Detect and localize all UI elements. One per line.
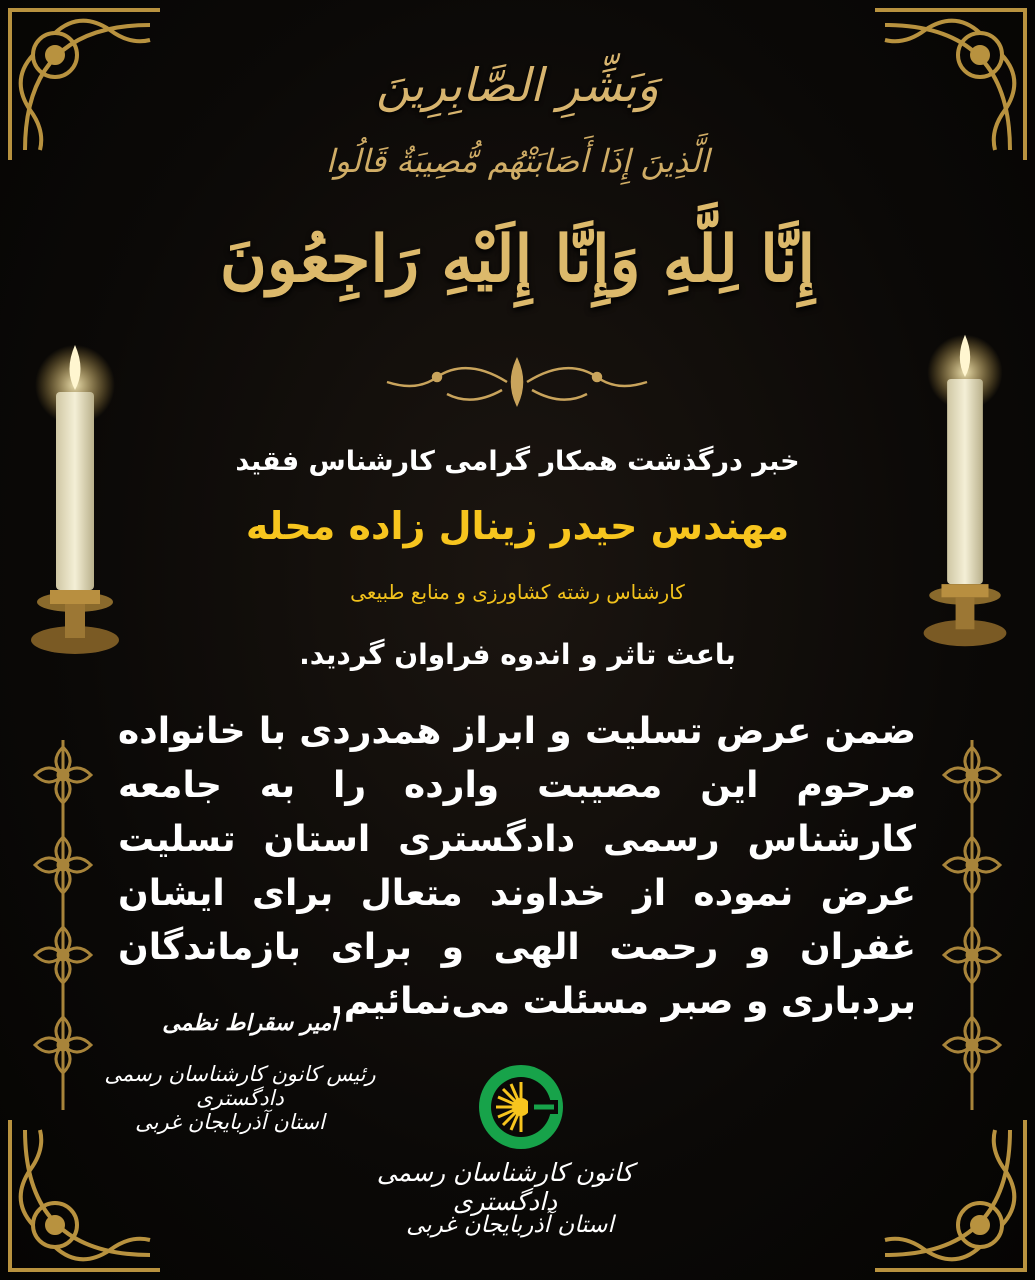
- verse-line-2: الَّذِينَ إِذَا أَصَابَتْهُم مُّصِيبَةٌ قَالُوا: [325, 142, 710, 180]
- organization-name: کانون کارشناسان رسمی دادگستری: [376, 1158, 634, 1216]
- verse-line-1: وَبَشِّرِ الصَّابِرِينَ: [376, 58, 659, 112]
- expertise-field: کارشناس رشته کشاورزی و منابع طبیعی: [350, 580, 685, 604]
- verse-line-3: إِنَّا لِلَّهِ وَإِنَّا إِلَيْهِ رَاجِعُونَ: [219, 222, 816, 297]
- ornament-corner-icon: [0, 1110, 170, 1280]
- flower-ornament-icon: [937, 735, 1007, 1115]
- organization-province: استان آذربایجان غربی: [406, 1212, 614, 1238]
- signature-name: امیر سقراط نظمی: [162, 1010, 338, 1036]
- divider-ornament-icon: [377, 352, 657, 412]
- condolence-text: ضمن عرض تسلیت و ابراز همدردی با خانواده مرحوم این مصیبت وارده را به جامعه کارشناس رسمی دادگستری استان تسلیت عرض نموده از خداوند متعال برای ایشان غفران و رحمت الهی و برای بازماندگان بردباری و صبر مسئلت می‌نمائیم.: [118, 711, 916, 1022]
- logo-icon: [476, 1062, 566, 1152]
- flower-ornament-icon: [28, 735, 98, 1115]
- deceased-name: مهندس حیدر زینال زاده محله: [245, 504, 790, 548]
- signature-province: استان آذربایجان غربی: [135, 1110, 325, 1134]
- announcement-outro: باعث تاثر و اندوه فراوان گردید.: [299, 638, 736, 671]
- candle-icon: [30, 340, 120, 660]
- announcement-intro: خبر درگذشت همکار گرامی کارشناس فقید: [235, 446, 800, 477]
- signature-title: رئیس کانون کارشناسان رسمی دادگستری: [104, 1062, 376, 1110]
- ornament-corner-icon: [865, 1110, 1035, 1280]
